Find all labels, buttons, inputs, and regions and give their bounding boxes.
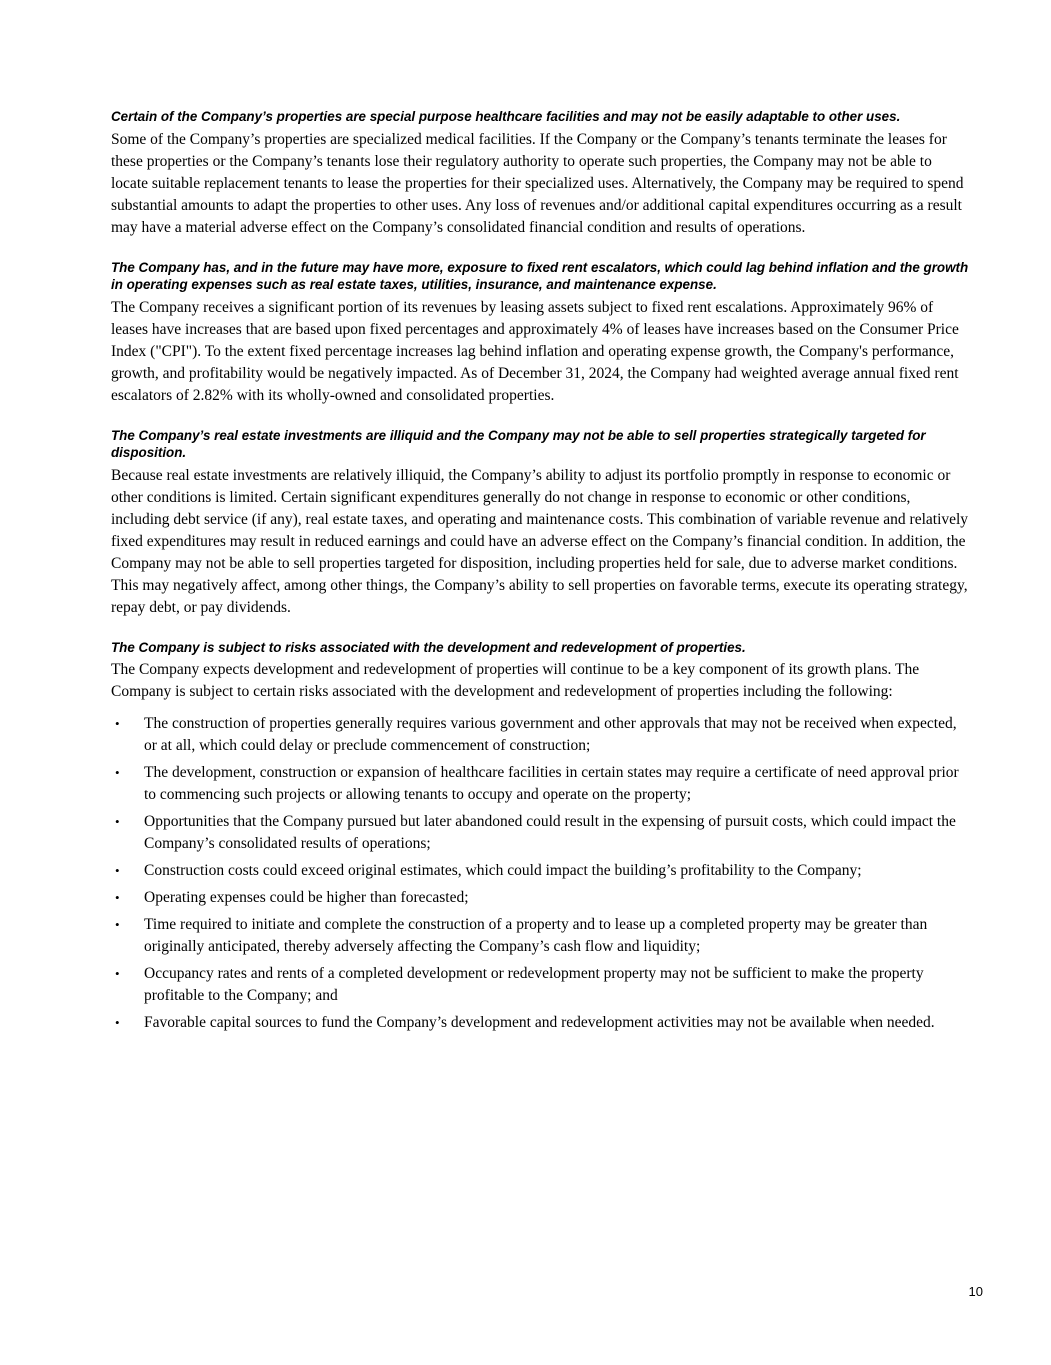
bullet-icon: • xyxy=(115,966,120,981)
list-item xyxy=(111,887,969,909)
bullet-text: Time required to initiate and complete the construction of a property and to lease up a completed property may be greater than originally anticipated, thereby adversely affecting the Company’s cash flow and liquidity; xyxy=(144,916,928,955)
page-number: 10 xyxy=(968,1284,983,1299)
bullet-icon: • xyxy=(115,890,120,905)
list-item xyxy=(111,914,969,958)
bullet-icon: • xyxy=(115,765,120,780)
bullet-text: Construction costs could exceed original estimates, which could impact the building’s profitability to the Company; xyxy=(144,862,862,879)
list-item xyxy=(111,860,969,882)
bullet-text: Favorable capital sources to fund the Company’s development and redevelopment activities may not be available when needed. xyxy=(144,1014,935,1031)
bullet-icon: • xyxy=(115,814,120,829)
risk-body: The Company receives a significant portion of its revenues by leasing assets subject to fixed rent escalations. Approximately 96% of leases have increases that are based upon fixed percentages and approximately 4% of leases have increases based on the Consumer Price Index ("CPI"). To the extent fixed percentage increases lag behind inflation and operating expense growth, the Company's performance, growth, and profitability would be negatively impacted. As of December 31, 2024, the Company had weighted average annual fixed rent escalators of 2.82% with its wholly-owned and consolidated properties. xyxy=(111,298,959,404)
bullet-text: The construction of properties generally requires various government and other approvals that may not be received when expected, or at all, which could delay or preclude commencement of construction; xyxy=(144,715,957,754)
risk-heading: The Company is subject to risks associated with the development and redevelopment of properties. xyxy=(111,639,746,655)
risk-heading: The Company has, and in the future may have more, exposure to fixed rent escalators, which could lag behind inflation and the growth in operating expenses such as real estate taxes, utilities, insurance, and maintenance expense. xyxy=(111,259,969,292)
risk-heading: The Company’s real estate investments are illiquid and the Company may not be able to sell properties strategically targeted for disposition. xyxy=(111,427,926,460)
risk-body: Some of the Company’s properties are specialized medical facilities. If the Company or the Company’s tenants terminate the leases for these properties or the Company’s tenants lose their regulatory authority to operate such properties, the Company may not be able to locate suitable replacement tenants to lease the properties for their specialized uses. Alternatively, the Company may be required to spend substantial amounts to adapt the properties to other uses. Any loss of revenues and/or additional capital expenditures occurring as a result may have a material adverse effect on the Company’s consolidated financial condition and results of operations. xyxy=(111,130,964,236)
bullet-icon: • xyxy=(115,1015,120,1030)
risk-heading: Certain of the Company’s properties are special purpose healthcare facilities and may not be easily adaptable to other uses. xyxy=(111,109,901,124)
bullet-icon: • xyxy=(115,917,120,932)
list-item xyxy=(111,762,969,806)
risk-section-special-purpose xyxy=(111,108,969,239)
list-item xyxy=(111,811,969,855)
bullet-text: Operating expenses could be higher than forecasted; xyxy=(144,889,469,906)
risk-body: The Company expects development and redevelopment of properties will continue to be a key component of its growth plans. The Company is subject to certain risks associated with the development and redevelopment of properties including the following: xyxy=(111,661,920,700)
bullet-icon: • xyxy=(115,716,120,731)
risk-section-development-redevelopment xyxy=(111,639,969,1035)
bullet-text: The development, construction or expansion of healthcare facilities in certain states may require a certificate of need approval prior to commencing such projects or allowing tenants to occupy and operate on the property; xyxy=(144,764,959,803)
bullet-icon: • xyxy=(115,863,120,878)
bullet-text: Opportunities that the Company pursued but later abandoned could result in the expensing of pursuit costs, which could impact the Company’s consolidated results of operations; xyxy=(144,813,956,852)
risk-section-illiquid-investments xyxy=(111,427,969,619)
risk-bullet-list xyxy=(111,713,969,1034)
list-item xyxy=(111,963,969,1007)
bullet-text: Occupancy rates and rents of a completed development or redevelopment property may not be sufficient to make the property profitable to the Company; and xyxy=(144,965,924,1004)
list-item xyxy=(111,713,969,757)
list-item xyxy=(111,1012,969,1034)
risk-section-fixed-rent-escalators xyxy=(111,259,969,407)
risk-body: Because real estate investments are relatively illiquid, the Company’s ability to adjust its portfolio promptly in response to economic or other conditions is limited. Certain significant expenditures generally do not change in response to economic or other conditions, including debt service (if any), real estate taxes, and operating and maintenance costs. This combination of variable revenue and relatively fixed expenditures may result in reduced earnings and could have an adverse effect on the Company’s financial condition. In addition, the Company may not be able to sell properties targeted for disposition, including properties held for sale, due to adverse market conditions. This may negatively affect, among other things, the Company’s ability to sell properties on favorable terms, execute its operating strategy, repay debt, or pay dividends. xyxy=(111,466,969,616)
